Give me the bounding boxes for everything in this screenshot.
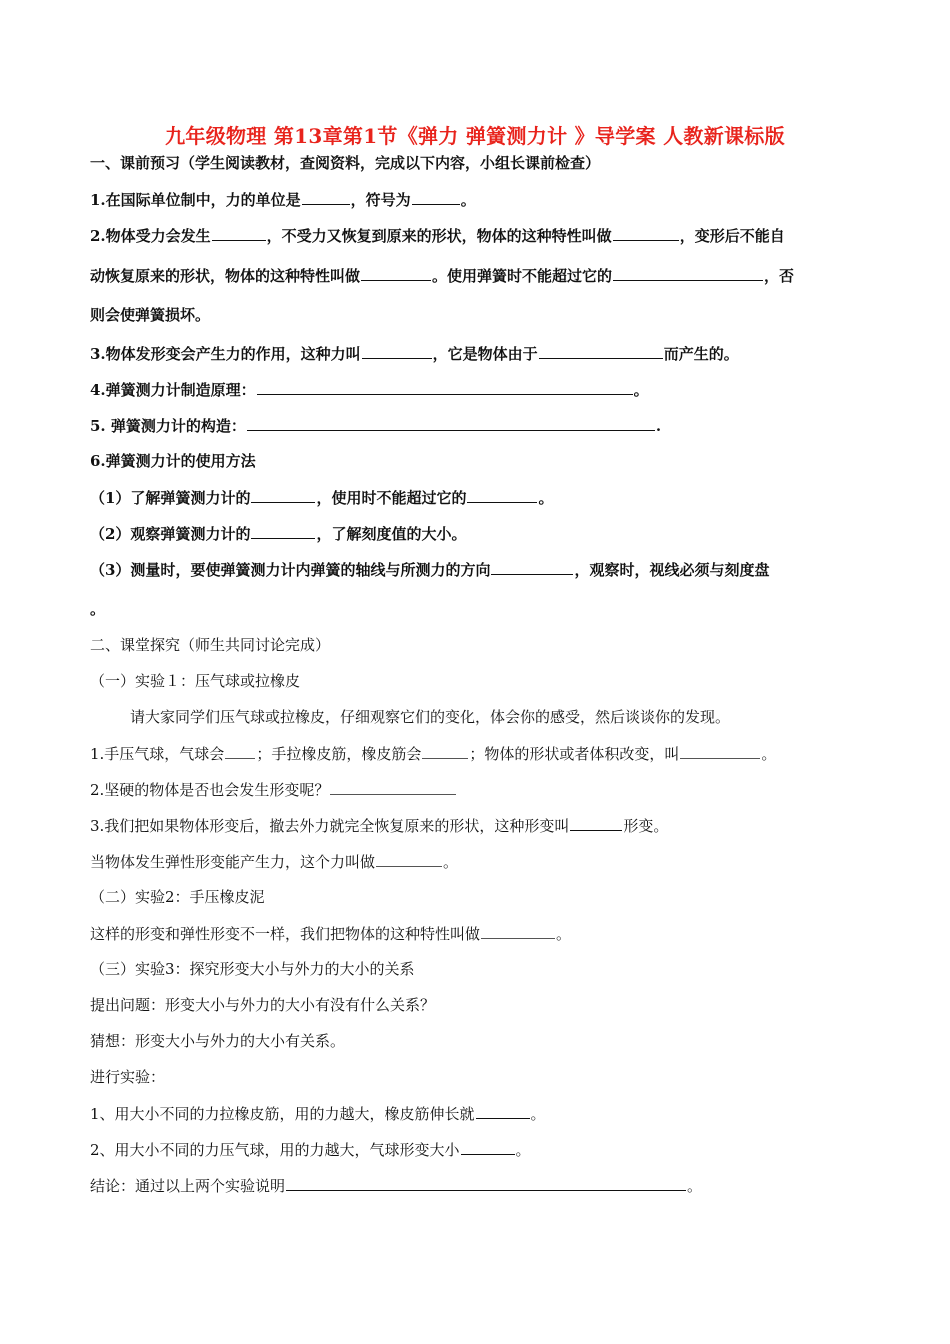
q2-text: ，否: [764, 267, 795, 285]
experiment-3-proceed: 进行实验：: [90, 1068, 166, 1086]
exp1-text: 1.手压气球，气球会: [90, 745, 225, 763]
question-1: [90, 188, 476, 211]
question-6-heading: 6.弹簧测力计的使用方法: [90, 452, 256, 470]
q3-text: 而产生的。: [663, 345, 739, 363]
question-2-line-2: [90, 264, 794, 287]
exp2-text: 这样的形变和弹性形变不一样，我们把物体的这种特性叫做: [90, 925, 481, 943]
document-title: 九年级物理 第13章第1节《弹力 弹簧测力计 》导学案 人教新课标版: [165, 124, 785, 148]
q5-text: 5. 弹簧测力计的构造：: [90, 417, 246, 435]
experiment-3-question: 提出问题：形变大小与外力的大小有没有什么关系？: [90, 996, 436, 1014]
exp3-text: 。: [530, 1105, 546, 1123]
exp1-text: 形变。: [623, 817, 669, 835]
answer-blank[interactable]: [476, 1102, 530, 1119]
question-6-item-3-end: 。: [90, 600, 106, 618]
q6-text: （3）测量时，要使弹簧测力计内弹簧的轴线与所测力的方向: [90, 561, 491, 579]
answer-blank[interactable]: [286, 1174, 686, 1191]
exp3-text: 1、用大小不同的力拉橡皮筋，用的力越大，橡皮筋伸长就: [90, 1105, 475, 1123]
exp3-text: 。: [515, 1141, 531, 1159]
q2-text: 动恢复原来的形状，物体的这种特性叫做: [90, 267, 361, 285]
answer-blank[interactable]: [225, 742, 255, 759]
exp1-text: ；手拉橡皮筋，橡皮筋会: [256, 745, 422, 763]
exp1-text: 。: [761, 745, 777, 763]
q4-text: 4.弹簧测力计制造原理：: [90, 381, 256, 399]
section1-heading: 一、课前预习（学生阅读教材，查阅资料，完成以下内容，小组长课前检查）: [90, 154, 601, 172]
exp1-text: 当物体发生弹性形变能产生力，这个力叫做: [90, 853, 376, 871]
question-5: [90, 414, 661, 437]
q4-text: 。: [633, 381, 649, 399]
exp1-text: 3.我们把如果物体形变后，撤去外力就完全恢复原来的形状，这种形变叫: [90, 817, 570, 835]
q2-text: ，变形后不能自: [679, 227, 785, 245]
exp1-text: 。: [443, 853, 459, 871]
q6-text: ，了解刻度值的大小。: [316, 525, 467, 543]
q5-text: .: [655, 417, 662, 435]
answer-blank[interactable]: [481, 922, 555, 939]
section2-heading: 二、课堂探究（师生共同讨论完成）: [90, 636, 331, 654]
answer-blank[interactable]: [613, 224, 679, 241]
q1-text-c: 。: [460, 191, 476, 209]
answer-blank[interactable]: [330, 778, 456, 795]
experiment-2-heading: （二）实验2：手压橡皮泥: [90, 888, 265, 906]
question-6-item-1: [90, 486, 553, 509]
answer-blank[interactable]: [467, 486, 537, 503]
answer-blank[interactable]: [257, 378, 633, 395]
answer-blank[interactable]: [302, 188, 350, 205]
experiment-1-q3: [90, 814, 668, 837]
q6-text: ，使用时不能超过它的: [316, 489, 467, 507]
experiment-2-text: [90, 922, 571, 945]
q1-text-b: ，符号为: [350, 191, 411, 209]
q1-text-a: 1.在国际单位制中，力的单位是: [90, 191, 301, 209]
question-4: [90, 378, 649, 401]
answer-blank[interactable]: [247, 414, 655, 431]
experiment-3-guess: 猜想：形变大小与外力的大小有关系。: [90, 1032, 346, 1050]
answer-blank[interactable]: [376, 850, 442, 867]
q3-text: 3.物体发形变会产生力的作用，这种力叫: [90, 345, 361, 363]
answer-blank[interactable]: [251, 522, 315, 539]
answer-blank[interactable]: [539, 342, 663, 359]
experiment-3-step-2: [90, 1138, 531, 1161]
experiment-1-heading: （一）实验１：压气球或拉橡皮: [90, 672, 301, 690]
q2-text: 。使用弹簧时不能超过它的: [432, 267, 613, 285]
answer-blank[interactable]: [422, 742, 468, 759]
experiment-1-q4: [90, 850, 458, 873]
question-3: [90, 342, 739, 365]
answer-blank[interactable]: [461, 1138, 515, 1155]
question-6-item-3: [90, 558, 769, 581]
answer-blank[interactable]: [361, 264, 431, 281]
experiment-3-step-1: [90, 1102, 546, 1125]
q6-text: （1）了解弹簧测力计的: [90, 489, 251, 507]
exp3-text: 。: [687, 1177, 703, 1195]
q3-text: ，它是物体由于: [432, 345, 538, 363]
q2-text: ，不受力又恢复到原来的形状，物体的这种特性叫做: [266, 227, 612, 245]
exp3-text: 结论：通过以上两个实验说明: [90, 1177, 286, 1195]
answer-blank[interactable]: [613, 264, 763, 281]
q6-text: （2）观察弹簧测力计的: [90, 525, 251, 543]
q6-text: ，观察时，视线必须与刻度盘: [574, 561, 770, 579]
exp3-text: 2、用大小不同的力压气球，用的力越大，气球形变大小: [90, 1141, 460, 1159]
question-2-line-3: 则会使弹簧损坏。: [90, 306, 211, 324]
exp1-text: ；物体的形状或者体积改变，叫: [469, 745, 680, 763]
q6-text: 。: [538, 489, 554, 507]
exp2-text: 。: [556, 925, 572, 943]
experiment-1-q1: [90, 742, 776, 765]
question-2-line-1: [90, 224, 785, 247]
experiment-1-intro: 请大家同学们压气球或拉橡皮，仔细观察它们的变化，体会你的感受，然后谈谈你的发现。: [130, 708, 731, 726]
answer-blank[interactable]: [362, 342, 432, 359]
answer-blank[interactable]: [491, 558, 573, 575]
answer-blank[interactable]: [680, 742, 760, 759]
answer-blank[interactable]: [251, 486, 315, 503]
experiment-1-q2: [90, 778, 457, 801]
answer-blank[interactable]: [570, 814, 622, 831]
answer-blank[interactable]: [212, 224, 266, 241]
experiment-3-conclusion: [90, 1174, 702, 1197]
experiment-3-heading: （三）实验3：探究形变大小与外力的大小的关系: [90, 960, 415, 978]
exp1-text: 2.坚硬的物体是否也会发生形变呢？: [90, 781, 330, 799]
question-6-item-2: [90, 522, 466, 545]
q2-text: 2.物体受力会发生: [90, 227, 211, 245]
answer-blank[interactable]: [412, 188, 460, 205]
